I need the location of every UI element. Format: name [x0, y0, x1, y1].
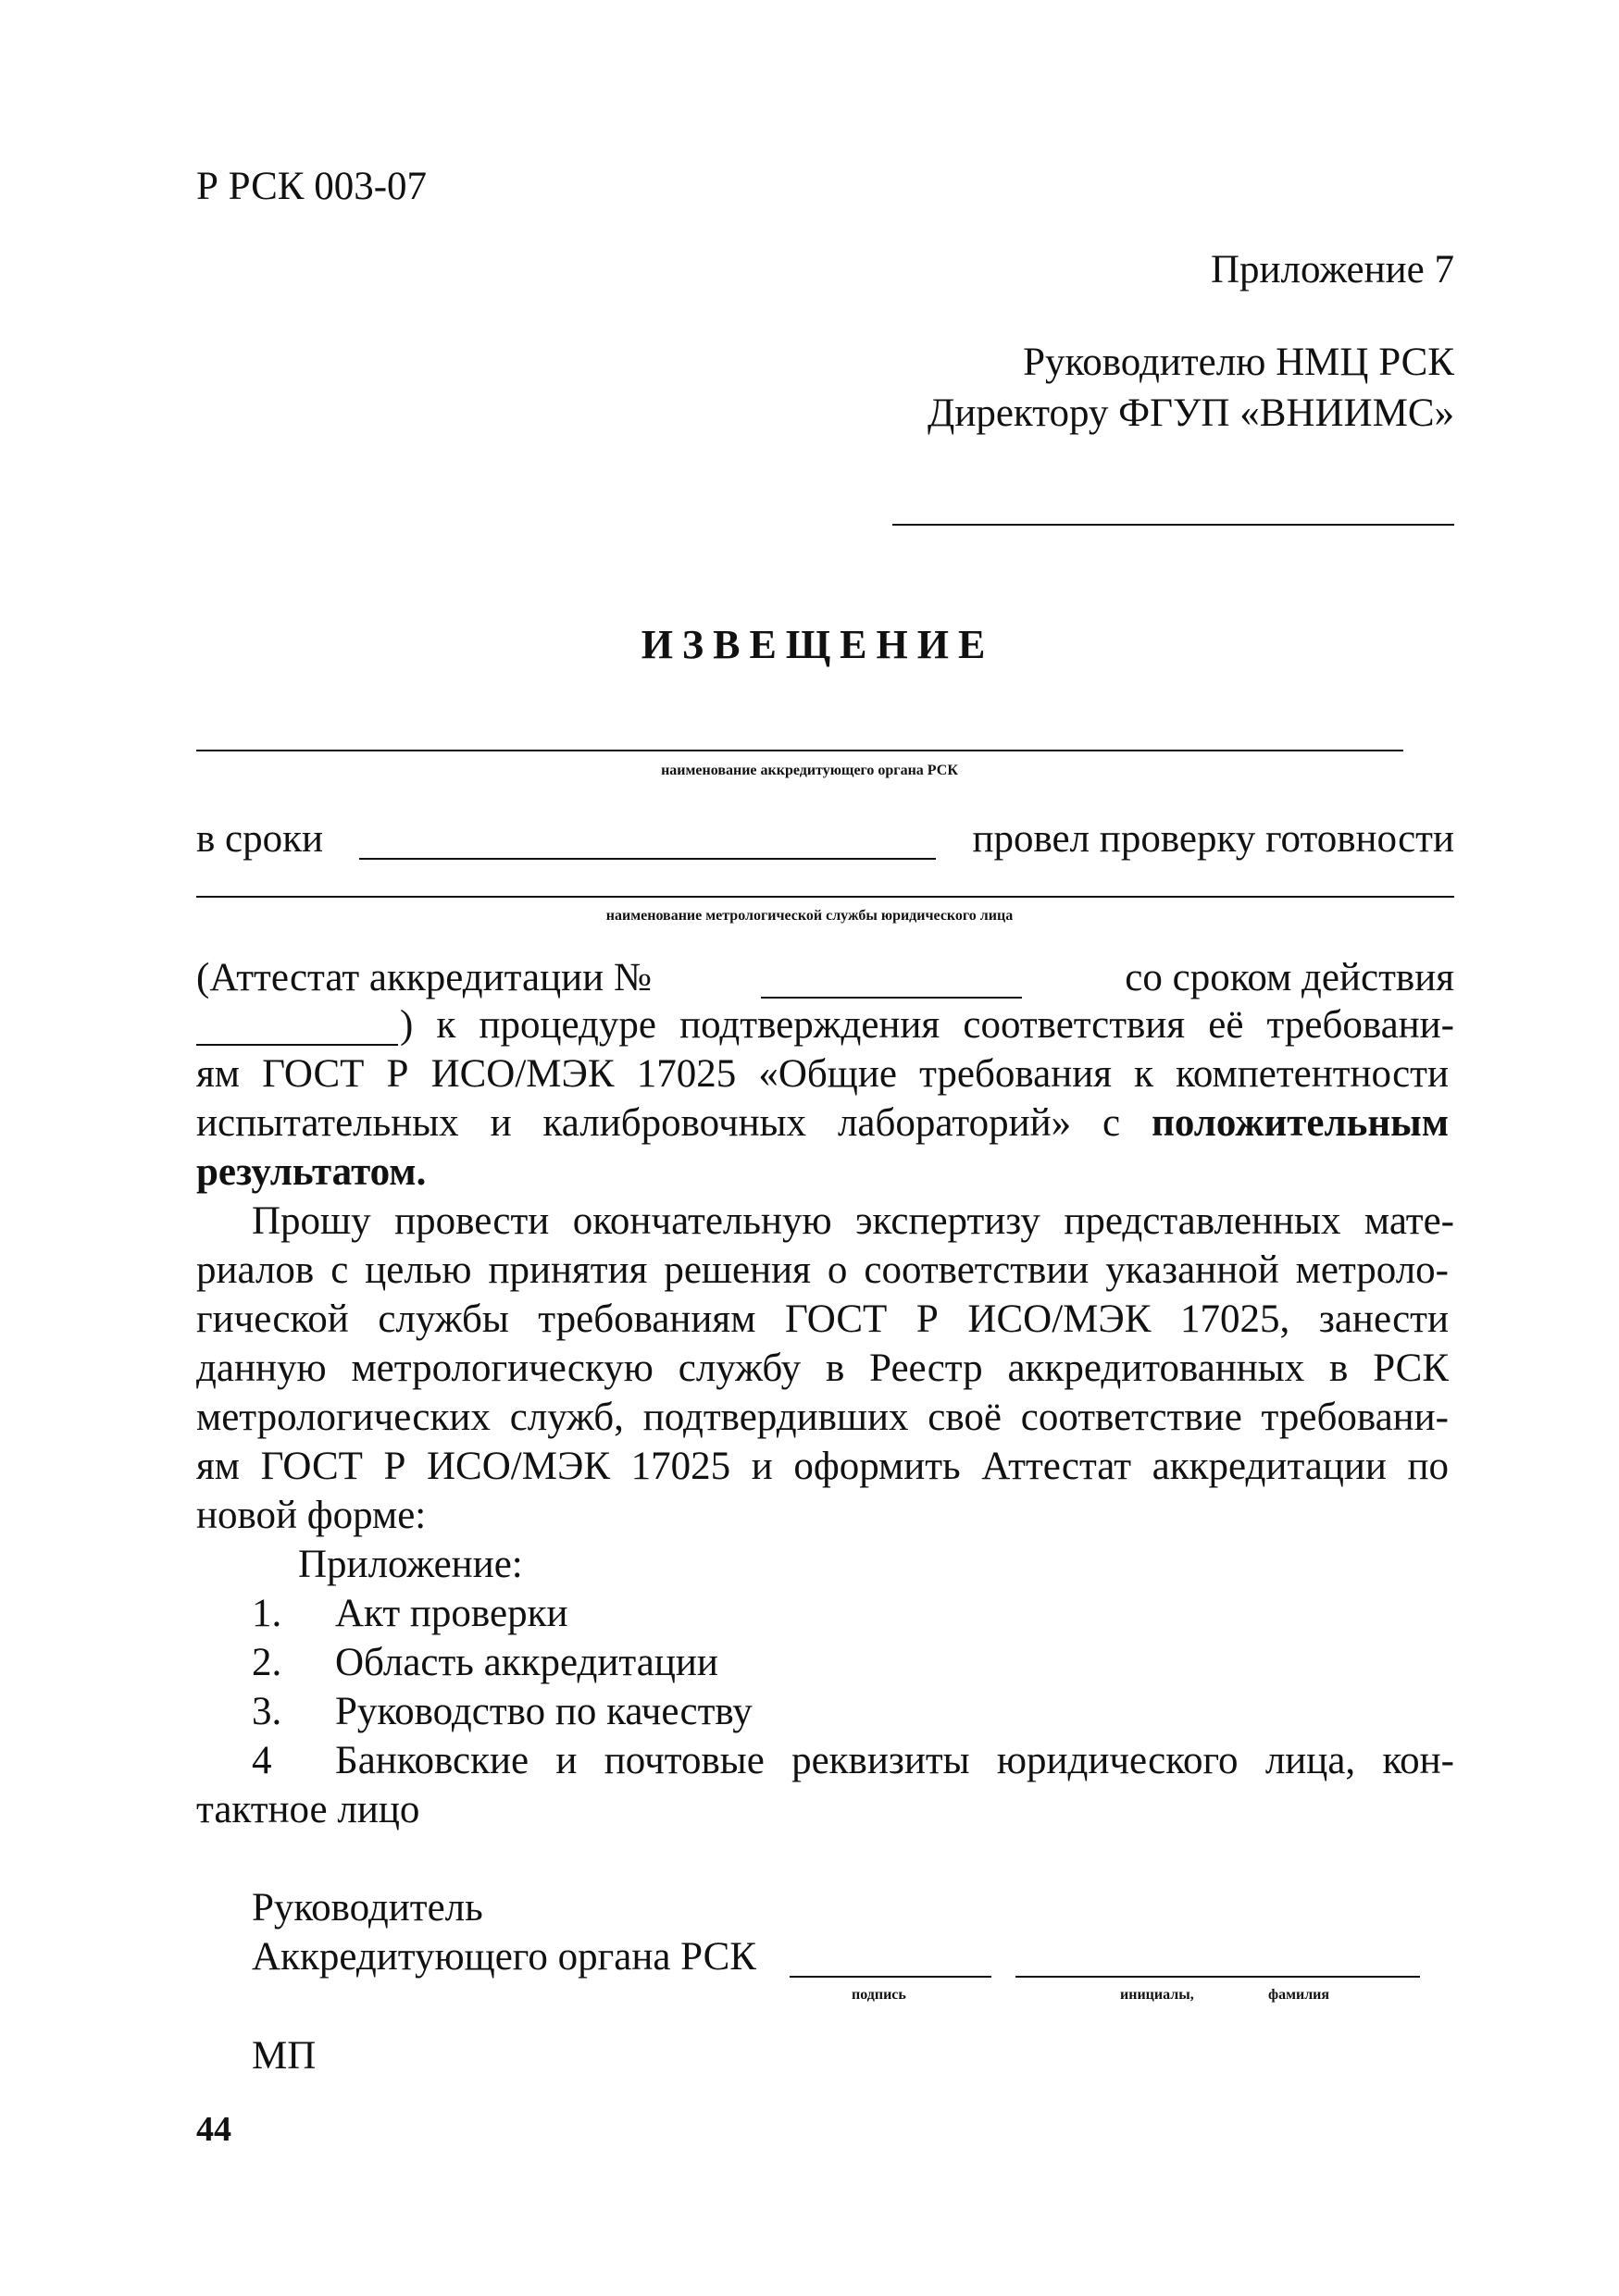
attachment-text: Акт проверки	[335, 1592, 568, 1635]
body-line-3: ) к процедуре подтверждения соответствия её требовани-	[400, 1003, 1454, 1047]
signature-role-line-2: Аккредитующего органа РСК	[252, 1935, 756, 1979]
certificate-number-blank	[761, 997, 1022, 999]
stamp-place-label: МП	[252, 2034, 317, 2078]
attachment-text: Область аккредитации	[335, 1641, 718, 1684]
terms-prefix: в сроки	[196, 817, 324, 861]
attachment-text-continuation: тактное лицо	[196, 1788, 420, 1831]
attachment-number: 1.	[252, 1592, 282, 1635]
request-line-7: новой форме:	[196, 1494, 427, 1537]
service-name-line	[196, 896, 1454, 898]
validity-text: со сроком действия	[1125, 956, 1454, 999]
surname-caption: фамилия	[1268, 1987, 1330, 2003]
request-line-5: метрологических служб, подтвердивших своё соответствие требовани-	[196, 1396, 1449, 1439]
page-number: 44	[196, 2110, 231, 2149]
attachment-text: Руководство по качеству	[335, 1690, 753, 1733]
addressee-line-2: Директору ФГУП «ВНИИМС»	[928, 391, 1454, 435]
signature-role-line-1: Руководитель	[252, 1886, 483, 1930]
terms-suffix: провел проверку готовности	[972, 817, 1454, 861]
organ-name-caption: наименование аккредитующего органа РСК	[661, 763, 958, 778]
request-line-3: гической службы требованиям ГОСТ Р ИСО/МЭК 17025, занести	[196, 1297, 1449, 1341]
page-title: ИЗВЕЩЕНИЕ	[641, 622, 995, 667]
body-line-6: результатом.	[196, 1150, 427, 1194]
appendix-label: Приложение 7	[1210, 248, 1454, 292]
validity-blank	[196, 1044, 398, 1046]
request-line-1: Прошу провести окончательную экспертизу представленных мате-	[252, 1199, 1454, 1243]
attachment-text: Банковские и почтовые реквизиты юридического лица, кон-	[335, 1739, 1454, 1782]
addressee-line-1: Руководителю НМЦ РСК	[1023, 341, 1454, 384]
request-line-4: данную метрологическую службу в Реестр аккредитованных в РСК	[196, 1347, 1449, 1390]
signature-blank-line	[790, 1976, 991, 1978]
attachment-number: 2.	[252, 1641, 282, 1684]
terms-blank-line	[359, 858, 936, 860]
attachments-heading: Приложение:	[298, 1543, 523, 1586]
body-line-5: испытательных и калибровочных лабораторий» с положительным	[196, 1101, 1450, 1145]
body-line-4: ям ГОСТ Р ИСО/МЭК 17025 «Общие требования к компетентности	[196, 1052, 1449, 1096]
attachment-number: 4	[252, 1739, 272, 1782]
addressee-blank-line	[892, 524, 1454, 526]
service-name-caption: наименование метрологической службы юридического лица	[605, 908, 1014, 924]
signature-caption: подпись	[852, 1987, 906, 2003]
name-blank-line	[1015, 1976, 1420, 1978]
initials-caption: инициалы,	[1120, 1987, 1194, 2003]
request-line-2: риалов с целью принятия решения о соответствии указанной метроло-	[196, 1248, 1449, 1292]
certificate-text: (Аттестат аккредитации №	[196, 956, 652, 999]
request-line-6: ям ГОСТ Р ИСО/МЭК 17025 и оформить Аттестат аккредитации по	[196, 1445, 1449, 1488]
document-code: Р РСК 003-07	[196, 165, 428, 208]
organ-name-line	[196, 750, 1403, 751]
attachment-number: 3.	[252, 1690, 282, 1733]
